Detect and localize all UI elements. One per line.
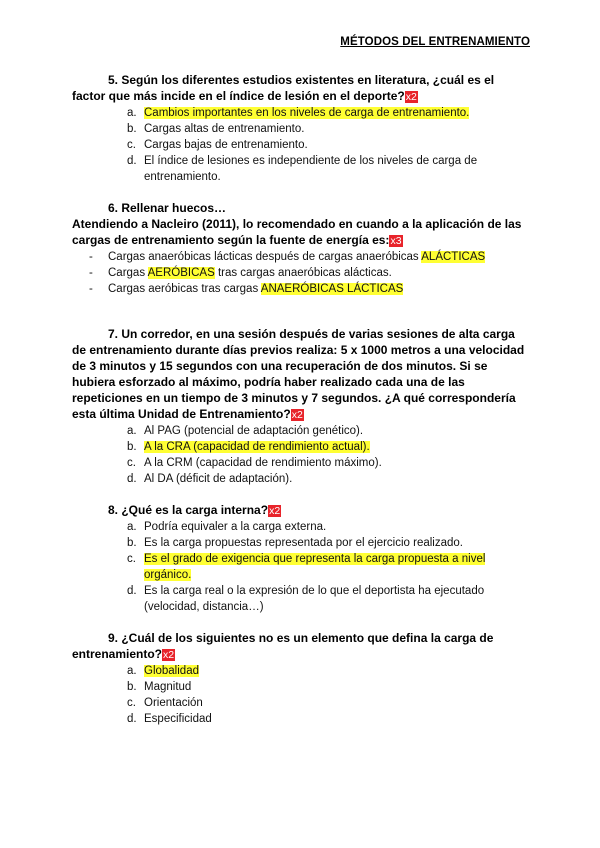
option-c: c. A la CRM (capacidad de rendimiento máximo). xyxy=(127,457,382,469)
question-6 xyxy=(72,200,532,297)
weight-badge: x2 xyxy=(269,505,281,517)
fill-item-2: - Cargas AERÓBICAS tras cargas anaeróbicas alácticas. xyxy=(89,267,392,279)
question-5-title: 5. Según los diferentes estudios existentes en literatura, ¿cuál es el factor que más incide en el índice de lesión en el deporte?x2 xyxy=(72,73,495,103)
option-d: d. El índice de lesiones es independiente de los niveles de carga de entrenamiento. xyxy=(127,155,478,183)
option-b: b. Magnitud xyxy=(127,681,192,693)
options-list xyxy=(72,519,532,615)
question-9 xyxy=(72,630,532,727)
option-d: d. Al DA (déficit de adaptación). xyxy=(127,473,293,485)
question-7-title: 7. Un corredor, en una sesión después de varias sesiones de alta carga de entrenamiento durante días previos realiza: 5 x 1000 metros a una velocidad de 3 minutos y 15 segundos con una recuperación de dos minutos. Si se hubiera esforzado al máximo, podría haber realizado cada una de las repeticiones en un tiempo de 3 minutos y 7 segundos. ¿A qué correspondería esta última Unidad de Entrenamiento?x2 xyxy=(72,327,525,421)
weight-badge: x3 xyxy=(390,235,402,247)
option-c: c. Es el grado de exigencia que representa la carga propuesta a nivel orgánico. xyxy=(127,553,486,581)
fill-item-3: - Cargas aeróbicas tras cargas ANAERÓBICAS LÁCTICAS xyxy=(89,283,404,295)
question-9-title: 9. ¿Cuál de los siguientes no es un elemento que defina la carga de entrenamiento?x2 xyxy=(72,631,494,661)
correct-answer-highlight: Cambios importantes en los niveles de carga de entrenamiento. xyxy=(144,107,470,119)
option-c: c. Cargas bajas de entrenamiento. xyxy=(127,139,308,151)
question-6-title: 6. Rellenar huecos… Atendiendo a Nacleiro (2011), lo recomendado en cuando a la aplicación de las cargas de entrenamiento según la fuente de energía es:x3 xyxy=(72,200,532,249)
options-list xyxy=(72,423,532,487)
fill-item-1: - Cargas anaeróbicas lácticas después de cargas anaeróbicas ALÁCTICAS xyxy=(89,251,486,263)
correct-answer-highlight: Globalidad xyxy=(144,665,199,677)
question-8-title: 8. ¿Qué es la carga interna?x2 xyxy=(108,503,281,517)
correct-answer-highlight: A la CRA (capacidad de rendimiento actual). xyxy=(144,441,370,453)
options-list xyxy=(72,663,532,727)
question-7 xyxy=(72,326,532,487)
weight-badge: x2 xyxy=(405,91,417,103)
answer-highlight: ANAERÓBICAS LÁCTICAS xyxy=(260,283,404,295)
page-header: MÉTODOS DEL ENTRENAMIENTO xyxy=(340,36,530,48)
option-d: d. Es la carga real o la expresión de lo que el deportista ha ejecutado (velocidad, distancia…) xyxy=(127,585,485,613)
option-b: b. Es la carga propuestas representada por el ejercicio realizado. xyxy=(127,537,463,549)
answer-highlight: ALÁCTICAS xyxy=(421,251,486,263)
question-8 xyxy=(72,502,532,615)
option-a: a. Globalidad xyxy=(127,665,199,677)
option-b: b. Cargas altas de entrenamiento. xyxy=(127,123,305,135)
weight-badge: x2 xyxy=(163,649,175,661)
option-c: c. Orientación xyxy=(127,697,203,709)
option-a: a. Podría equivaler a la carga externa. xyxy=(127,521,327,533)
option-a: a. Cambios importantes en los niveles de carga de entrenamiento. xyxy=(127,107,470,119)
option-a: a. Al PAG (potencial de adaptación genético). xyxy=(127,425,364,437)
fill-in-list xyxy=(72,249,532,297)
question-5 xyxy=(72,72,532,185)
option-b: b. A la CRA (capacidad de rendimiento actual). xyxy=(127,441,370,453)
question-6-body: Atendiendo a Nacleiro (2011), lo recomendado en cuando a la aplicación de las cargas de entrenamiento según la fuente de energía es:x3 xyxy=(72,217,522,247)
answer-highlight: AERÓBICAS xyxy=(147,267,215,279)
options-list xyxy=(72,105,532,185)
correct-answer-highlight: Es el grado de exigencia que representa la carga propuesta a nivel orgánico. xyxy=(144,553,486,581)
weight-badge: x2 xyxy=(291,409,303,421)
option-d: d. Especificidad xyxy=(127,713,212,725)
